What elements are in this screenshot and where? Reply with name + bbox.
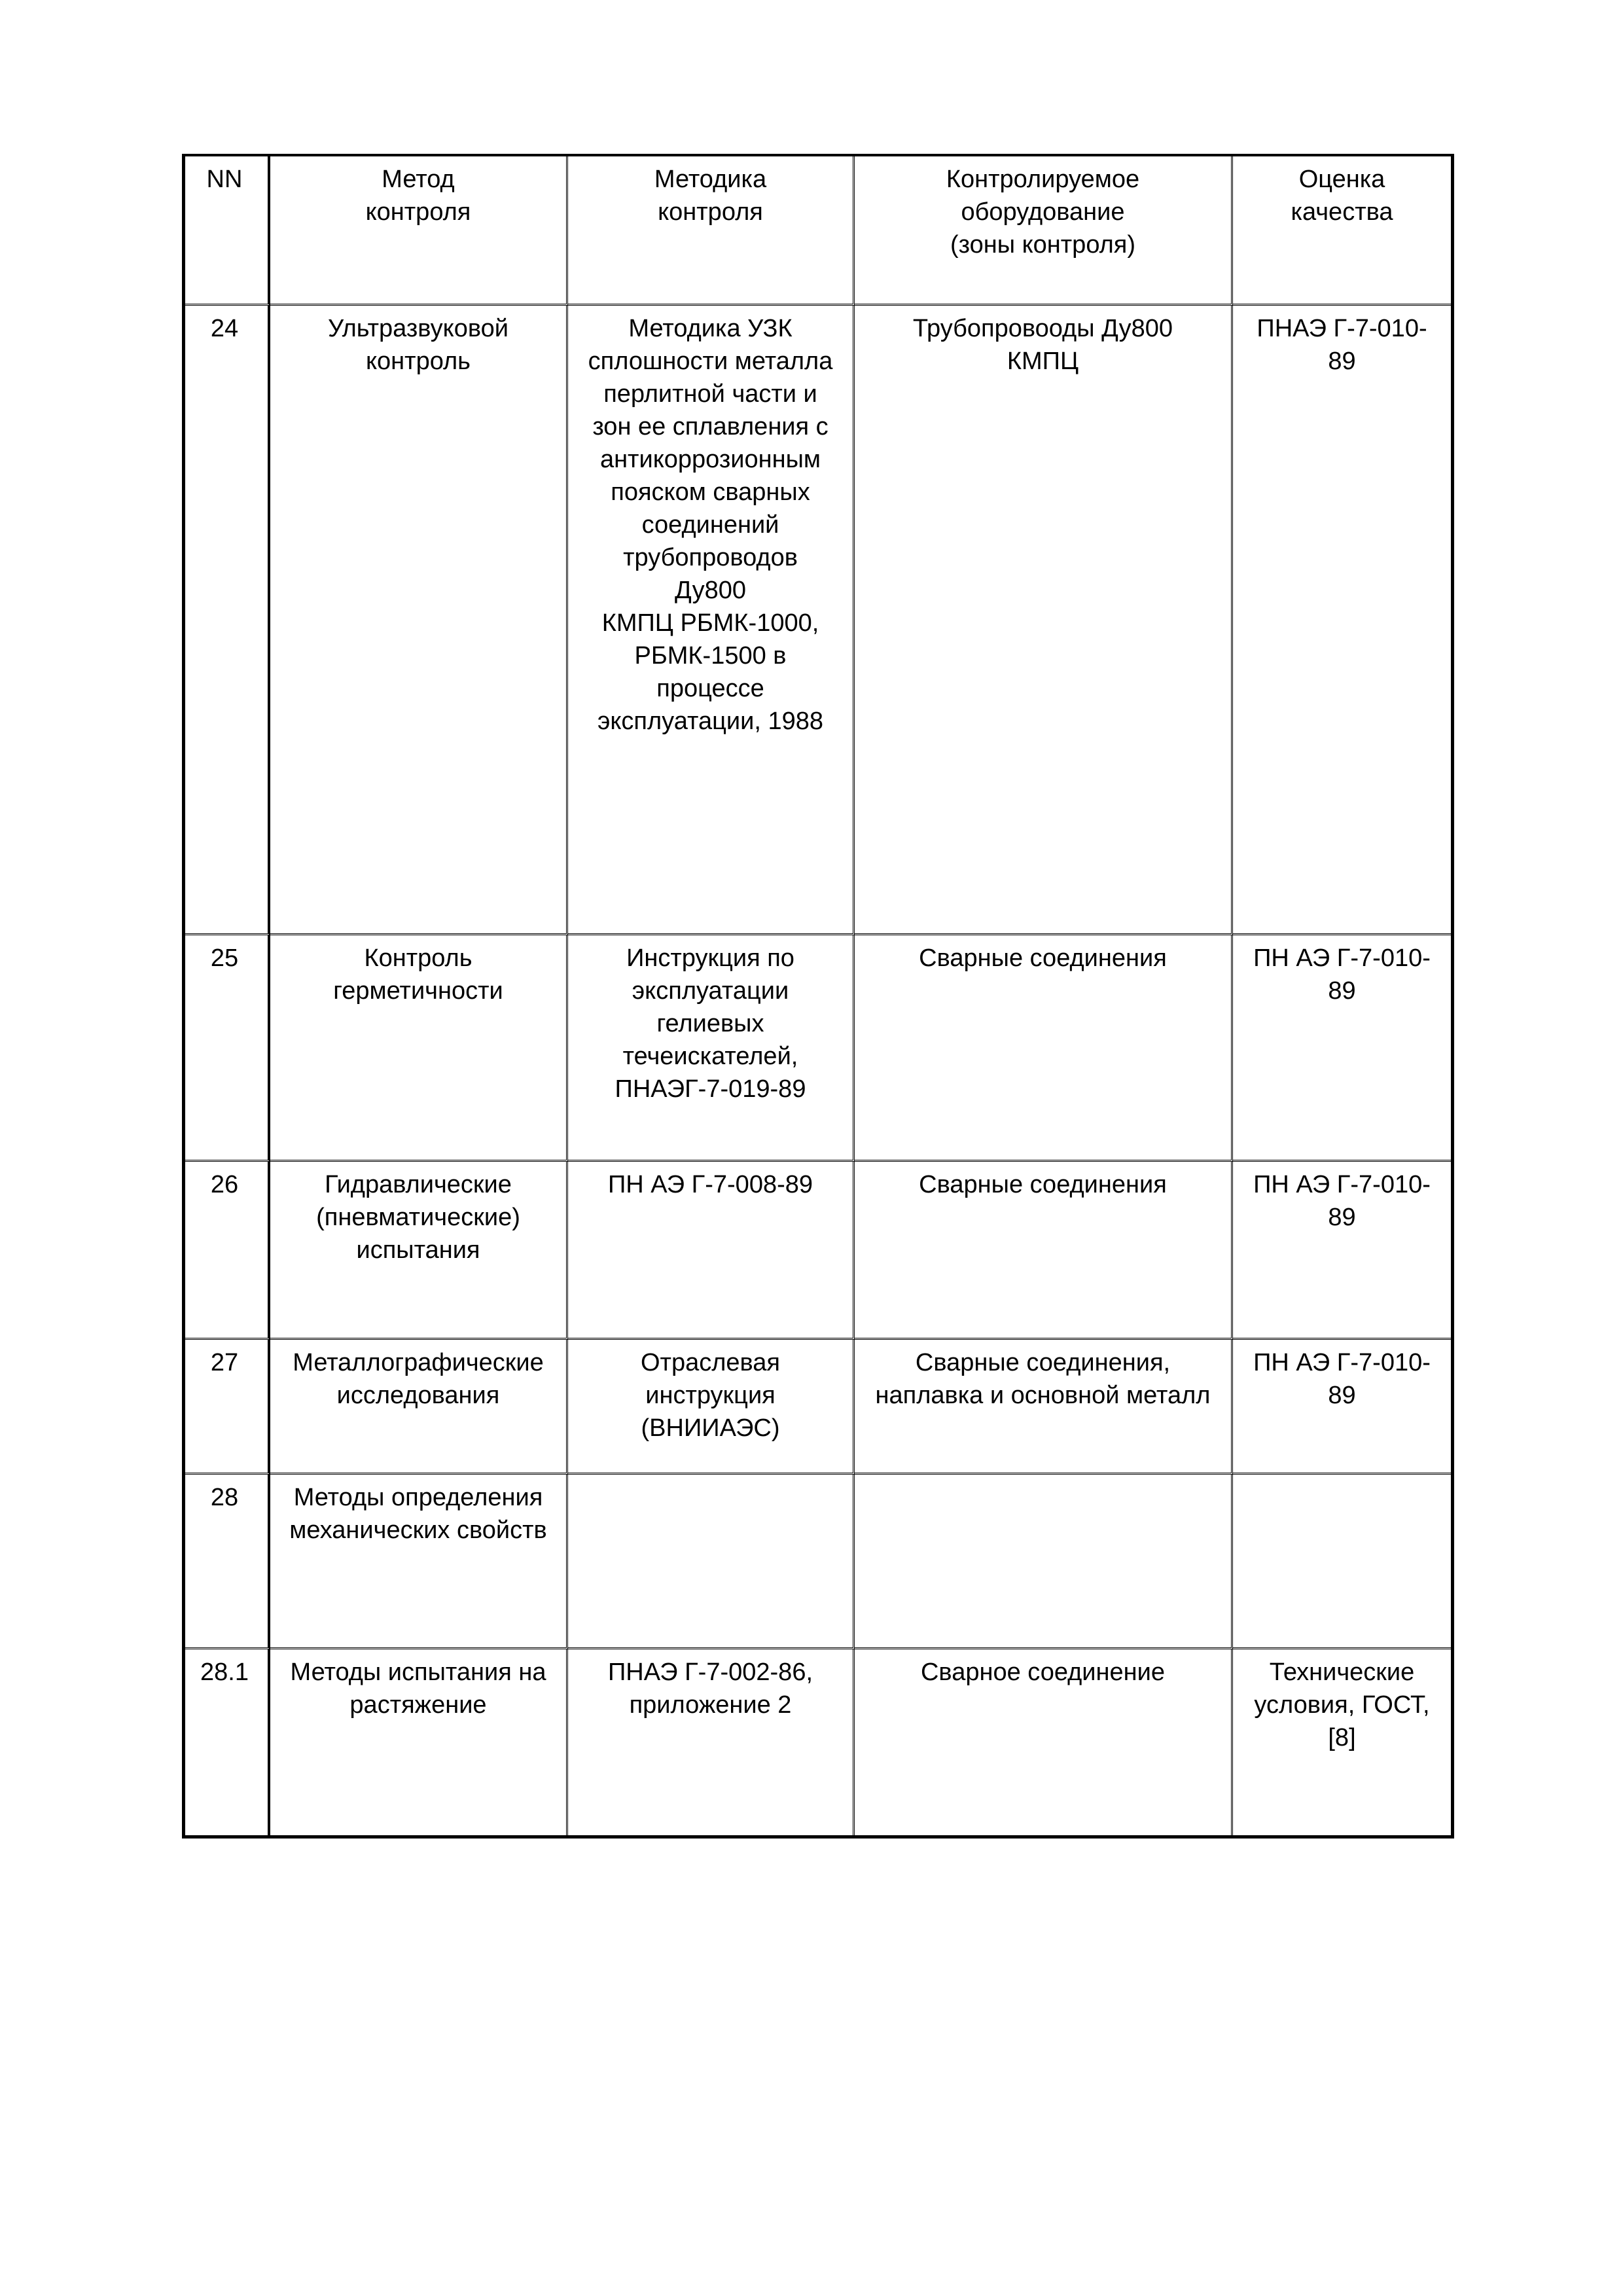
cell-equipment: Сварные соединения, наплавка и основной металл: [855, 1340, 1233, 1475]
cell-methodology: Инструкция по эксплуатации гелиевых течеискателей, ПНАЭГ-7-019-89: [568, 935, 855, 1162]
cell-methodology: ПН АЭ Г-7-008-89: [568, 1162, 855, 1340]
header-method: Метод контроля: [270, 156, 568, 306]
cell-method: Гидравлические (пневматические) испытания: [270, 1162, 568, 1340]
cell-quality: Технические условия, ГОСТ, [8]: [1254, 1659, 1430, 1751]
table-header-row: [185, 156, 1451, 306]
cell-quality: [1233, 1475, 1451, 1649]
cell-equipment: Сварные соединения: [855, 1162, 1233, 1340]
cell-quality: ПН АЭ Г-7-010- 89: [1233, 935, 1451, 1162]
header-nn: NN: [185, 156, 270, 306]
cell-equipment: Трубопровооды Ду800 КМПЦ: [855, 306, 1233, 935]
cell-nn: 28.1: [185, 1649, 270, 1835]
cell-methodology: [568, 1475, 855, 1649]
cell-method: Металлографические исследования: [270, 1340, 568, 1475]
header-methodology: Методика контроля: [568, 156, 855, 306]
header-equipment: Контролируемое оборудование (зоны контроля): [855, 156, 1233, 306]
cell-equipment: Сварные соединения: [855, 935, 1233, 1162]
cell-nn: 25: [185, 935, 270, 1162]
cell-nn: 26: [185, 1162, 270, 1340]
table-row: [185, 1475, 1451, 1649]
cell-nn: 27: [185, 1340, 270, 1475]
cell-quality: ПНАЭ Г-7-010- 89: [1233, 306, 1451, 935]
cell-nn: 28: [185, 1475, 270, 1649]
cell-quality: ПН АЭ Г-7-010- 89: [1233, 1162, 1451, 1340]
cell-equipment: [855, 1475, 1233, 1649]
table-row: [185, 1649, 1451, 1835]
cell-method: Контроль герметичности: [270, 935, 568, 1162]
cell-quality: ПН АЭ Г-7-010- 89: [1233, 1340, 1451, 1475]
cell-method: Ультразвуковой контроль: [270, 306, 568, 935]
inspection-methods-table: [182, 154, 1454, 1839]
table-row: [185, 1162, 1451, 1340]
cell-methodology: Отраслевая инструкция (ВНИИАЭС): [568, 1340, 855, 1475]
table-row: [185, 935, 1451, 1162]
table-row: [185, 1340, 1451, 1475]
header-quality: Оценка качества: [1233, 156, 1451, 306]
table-row: [185, 306, 1451, 935]
cell-nn: 24: [185, 306, 270, 935]
cell-method: Методы испытания на растяжение: [270, 1649, 568, 1835]
cell-equipment: Сварное соединение: [855, 1649, 1233, 1835]
cell-method: Методы определения механических свойств: [270, 1475, 568, 1649]
cell-methodology: Методика УЗК сплошности металла перлитной части и зон ее сплавления с антикоррозионным пояском сварных соединений трубопроводов Ду800 КМПЦ РБМК-1000, РБМК-1500 в процессе эксплуатации, 1988: [568, 306, 855, 935]
cell-methodology: ПНАЭ Г-7-002-86, приложение 2: [568, 1649, 855, 1835]
